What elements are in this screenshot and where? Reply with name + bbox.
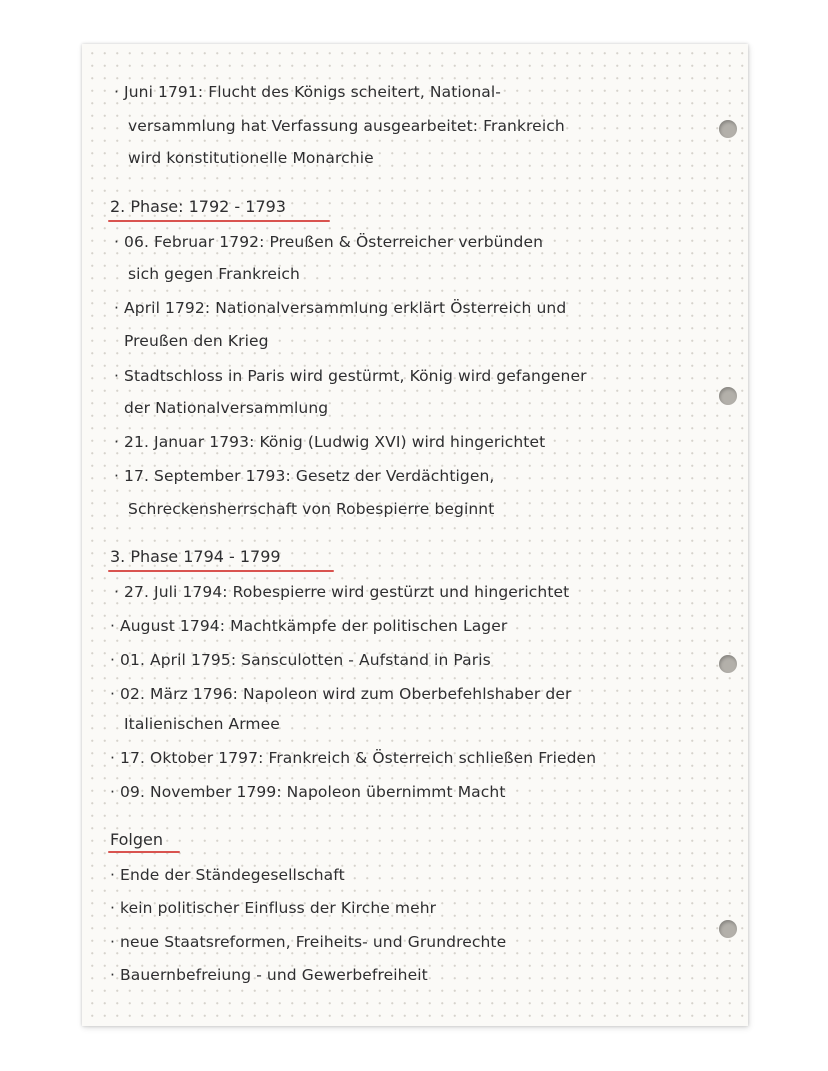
consequences-line-4: · Bauernbefreiung - und Gewerbefreiheit bbox=[110, 966, 428, 984]
phase3-line-2: · August 1794: Machtkämpfe der politischen Lager bbox=[110, 617, 508, 635]
phase3-line-4: · 02. März 1796: Napoleon wird zum Oberbefehlshaber der bbox=[110, 685, 572, 703]
phase3-line-7: · 09. November 1799: Napoleon übernimmt Macht bbox=[110, 783, 506, 801]
phase3-line-3: · 01. April 1795: Sansculotten - Aufstand in Paris bbox=[110, 651, 491, 669]
phase2-line-2: sich gegen Frankreich bbox=[128, 265, 300, 283]
phase2-line-3: · April 1792: Nationalversammlung erklärt Österreich und bbox=[114, 299, 567, 317]
intro-line-3: wird konstitutionelle Monarchie bbox=[128, 149, 374, 167]
consequences-line-1: · Ende der Ständegesellschaft bbox=[110, 866, 345, 884]
consequences-heading: Folgen bbox=[110, 830, 164, 849]
consequences-heading-underline bbox=[108, 851, 180, 853]
consequences-line-2: · kein politischer Einfluss der Kirche mehr bbox=[110, 899, 437, 917]
punch-hole-3 bbox=[719, 655, 737, 673]
phase2-line-7: · 21. Januar 1793: König (Ludwig XVI) wird hingerichtet bbox=[114, 433, 546, 451]
intro-line-1: · Juni 1791: Flucht des Königs scheitert, National- bbox=[114, 83, 501, 101]
intro-line-2: versammlung hat Verfassung ausgearbeitet: Frankreich bbox=[128, 117, 565, 135]
phase2-line-9: Schreckensherrschaft von Robespierre beginnt bbox=[128, 500, 495, 518]
phase3-line-6: · 17. Oktober 1797: Frankreich & Österreich schließen Frieden bbox=[110, 749, 597, 767]
phase2-heading: 2. Phase: 1792 - 1793 bbox=[110, 197, 286, 216]
phase2-line-8: · 17. September 1793: Gesetz der Verdächtigen, bbox=[114, 467, 495, 485]
phase3-heading-underline bbox=[108, 570, 334, 572]
punch-hole-2 bbox=[719, 387, 737, 405]
punch-hole-1 bbox=[719, 120, 737, 138]
phase2-line-4: Preußen den Krieg bbox=[124, 332, 269, 350]
phase2-heading-underline bbox=[108, 220, 330, 222]
phase2-line-5: · Stadtschloss in Paris wird gestürmt, König wird gefangener bbox=[114, 367, 587, 385]
phase3-line-1: · 27. Juli 1794: Robespierre wird gestürzt und hingerichtet bbox=[114, 583, 570, 601]
phase3-line-5: Italienischen Armee bbox=[124, 715, 280, 733]
phase2-line-1: · 06. Februar 1792: Preußen & Österreicher verbünden bbox=[114, 233, 544, 251]
consequences-line-3: · neue Staatsreformen, Freiheits- und Grundrechte bbox=[110, 933, 507, 951]
phase2-line-6: der Nationalversammlung bbox=[124, 399, 329, 417]
phase3-heading: 3. Phase 1794 - 1799 bbox=[110, 547, 281, 566]
punch-hole-4 bbox=[719, 920, 737, 938]
